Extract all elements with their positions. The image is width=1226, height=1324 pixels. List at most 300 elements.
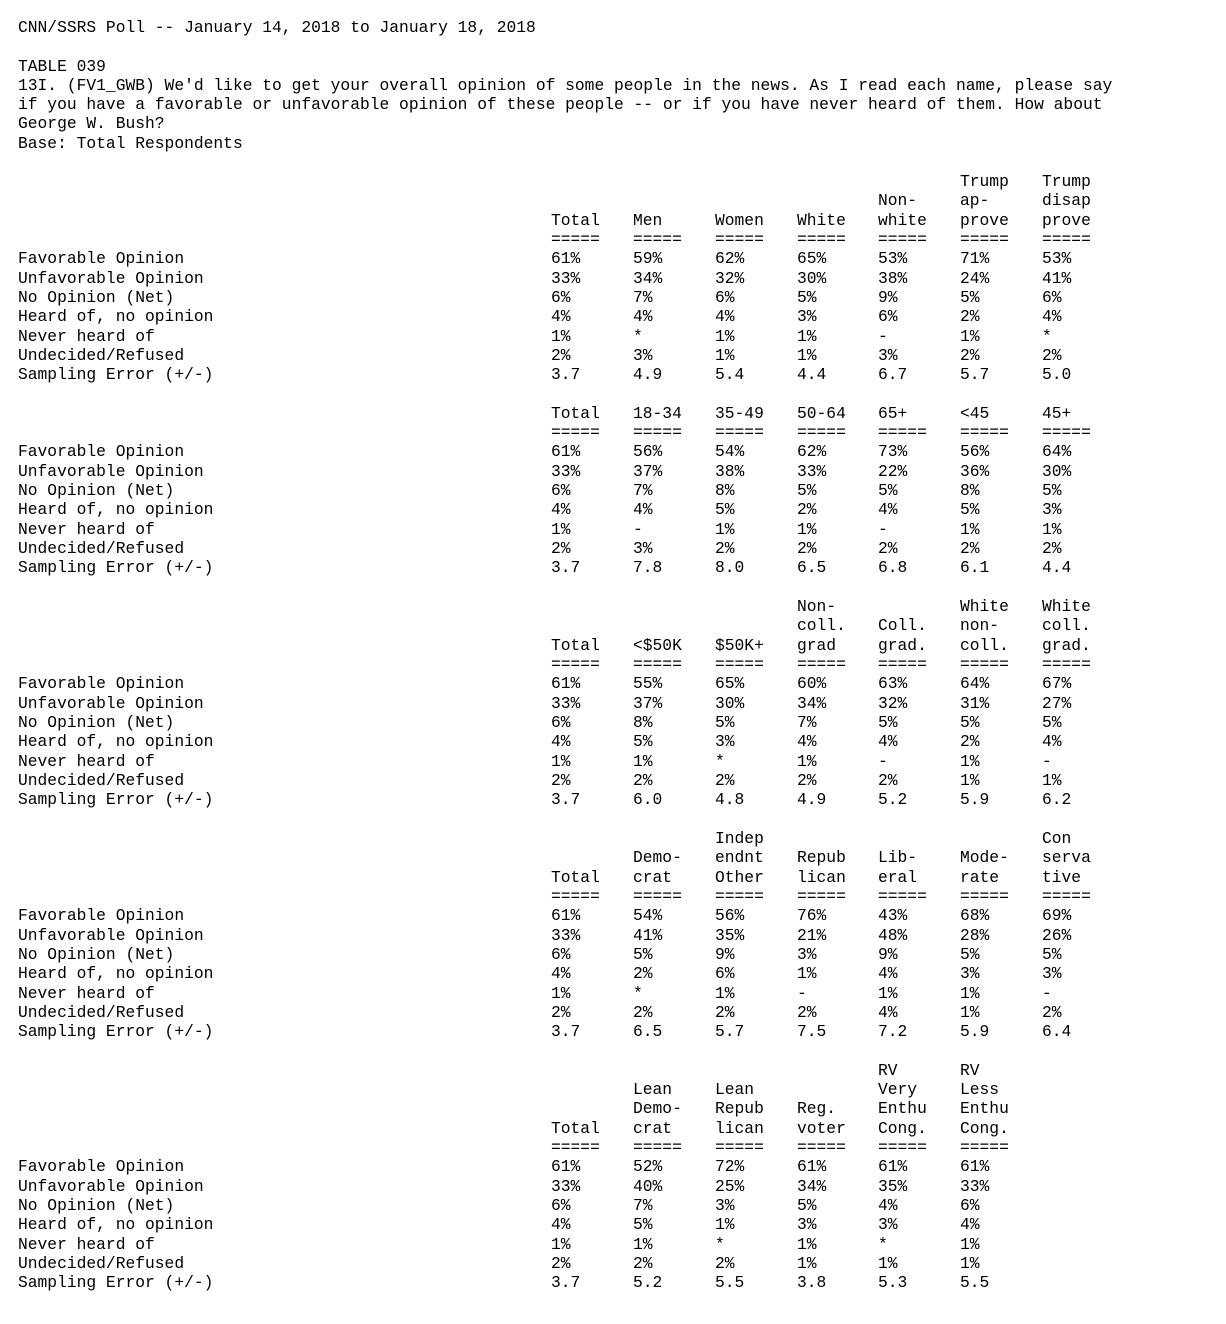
table-cell: 33% — [797, 461, 827, 481]
table-cell: 6.8 — [878, 558, 908, 578]
column-header: Total — [551, 635, 600, 655]
table-cell: 9% — [878, 944, 898, 964]
table-cell: 2% — [1042, 1002, 1062, 1022]
table-cell: 4.4 — [1042, 558, 1072, 578]
table-cell: 3% — [797, 307, 817, 327]
column-header: 50-64 — [797, 403, 846, 423]
table-cell: 6.5 — [633, 1022, 663, 1042]
table-cell: 24% — [960, 268, 990, 288]
column-underline: ===== — [878, 423, 927, 442]
table-cell: 33% — [551, 693, 581, 713]
table-cell: 64% — [1042, 442, 1072, 462]
table-cell: 32% — [878, 693, 908, 713]
table-cell: 37% — [633, 461, 663, 481]
table-cell: 5% — [960, 944, 980, 964]
table-cell: 73% — [878, 442, 908, 462]
table-cell: 56% — [960, 442, 990, 462]
row-label: Heard of, no opinion — [18, 500, 214, 520]
column-header: Lean — [633, 1080, 673, 1099]
column-header: coll. — [797, 616, 846, 636]
table-cell: 61% — [551, 442, 581, 462]
table-cell: 3% — [797, 1215, 817, 1235]
table-cell: 2% — [797, 538, 817, 558]
column-underline: ===== — [797, 887, 846, 906]
table-cell: 2% — [551, 345, 571, 365]
table-cell: 5.2 — [633, 1273, 663, 1293]
table-cell: 2% — [960, 345, 980, 365]
table-cell: 3% — [1042, 964, 1062, 984]
table-cell: 48% — [878, 925, 908, 945]
table-cell: 2% — [960, 307, 980, 327]
column-header: Mode- — [960, 848, 1009, 868]
column-underline: ===== — [633, 1138, 682, 1157]
table-cell: 54% — [633, 906, 663, 926]
table-cell: 1% — [960, 1234, 980, 1254]
table-cell: 4.4 — [797, 365, 827, 385]
column-header: crat — [633, 1118, 673, 1138]
table-cell: 5.5 — [715, 1273, 745, 1293]
table-cell: 3% — [633, 538, 653, 558]
table-cell: 1% — [797, 345, 817, 365]
table-cell: 65% — [797, 249, 827, 269]
table-cell: * — [715, 1234, 725, 1254]
column-underline: ===== — [878, 230, 927, 249]
table-cell: 4% — [960, 1215, 980, 1235]
table-cell: 27% — [1042, 693, 1072, 713]
column-underline: ===== — [715, 655, 764, 674]
table-cell: 5% — [960, 712, 980, 732]
row-label: Undecided/Refused — [18, 538, 185, 558]
column-underline: ===== — [960, 230, 1009, 249]
column-underline: ===== — [551, 230, 600, 249]
table-cell: 60% — [797, 674, 827, 694]
table-cell: 1% — [797, 1234, 817, 1254]
table-cell: 1% — [715, 519, 735, 539]
column-header: Total — [551, 403, 600, 423]
table-cell: 30% — [1042, 461, 1072, 481]
table-cell: 7% — [633, 287, 653, 307]
table-cell: 71% — [960, 249, 990, 269]
table-cell: 6.5 — [797, 558, 827, 578]
table-cell: 68% — [960, 906, 990, 926]
table-cell: 1% — [960, 751, 980, 771]
table-cell: 2% — [715, 1253, 735, 1273]
table-cell: - — [878, 326, 888, 346]
table-cell: 5% — [878, 712, 898, 732]
column-header: coll. — [960, 635, 1009, 655]
question-line: George W. Bush? — [18, 114, 165, 133]
table-cell: 32% — [715, 268, 745, 288]
table-cell: * — [715, 751, 725, 771]
table-cell: 6% — [551, 1195, 571, 1215]
column-header: Trump — [960, 172, 1009, 191]
question-line: 13I. (FV1_GWB) We'd like to get your overall opinion of some people in the news. As I read each name, please say — [18, 76, 1113, 95]
table-cell: 61% — [960, 1157, 990, 1177]
column-header: <45 — [960, 403, 990, 423]
column-header: 35-49 — [715, 403, 764, 423]
table-cell: 33% — [551, 461, 581, 481]
table-cell: 4% — [551, 307, 571, 327]
table-cell: 1% — [960, 770, 980, 790]
table-cell: 37% — [633, 693, 663, 713]
column-header: Men — [633, 210, 663, 230]
table-cell: 5.9 — [960, 1022, 990, 1042]
column-underline: ===== — [1042, 655, 1091, 674]
table-cell: 3% — [715, 1195, 735, 1215]
table-cell: 30% — [715, 693, 745, 713]
base-text: Base: Total Respondents — [18, 134, 243, 153]
table-cell: 5% — [878, 480, 898, 500]
column-header: Repub — [797, 848, 846, 868]
row-label: Sampling Error (+/-) — [18, 365, 214, 385]
table-cell: 1% — [797, 751, 817, 771]
row-label: Favorable Opinion — [18, 249, 185, 269]
table-cell: 5% — [715, 712, 735, 732]
table-cell: 1% — [1042, 519, 1062, 539]
table-cell: * — [633, 326, 643, 346]
row-label: Heard of, no opinion — [18, 1215, 214, 1235]
column-underline: ===== — [1042, 230, 1091, 249]
table-cell: 52% — [633, 1157, 663, 1177]
table-cell: 5.0 — [1042, 365, 1072, 385]
table-cell: 5.5 — [960, 1273, 990, 1293]
table-cell: 38% — [878, 268, 908, 288]
table-cell: 4% — [551, 500, 571, 520]
table-cell: 1% — [960, 1253, 980, 1273]
column-header: $50K+ — [715, 635, 764, 655]
table-cell: 4% — [1042, 307, 1062, 327]
table-cell: 6% — [960, 1195, 980, 1215]
table-cell: 9% — [715, 944, 735, 964]
column-underline: ===== — [878, 655, 927, 674]
table-cell: 4% — [1042, 732, 1062, 752]
column-underline: ===== — [960, 423, 1009, 442]
column-underline: ===== — [551, 887, 600, 906]
column-header: Women — [715, 210, 764, 230]
table-cell: 63% — [878, 674, 908, 694]
column-header: Total — [551, 867, 600, 887]
table-cell: 5.7 — [715, 1022, 745, 1042]
table-cell: 1% — [715, 345, 735, 365]
table-cell: 4% — [878, 1195, 898, 1215]
table-cell: 1% — [551, 326, 571, 346]
column-header: Non- — [797, 597, 837, 616]
table-cell: 1% — [960, 519, 980, 539]
table-cell: 5% — [633, 1215, 653, 1235]
table-cell: 5.2 — [878, 790, 908, 810]
table-cell: 3.7 — [551, 1273, 581, 1293]
table-cell: 4% — [551, 1215, 571, 1235]
table-cell: 1% — [551, 1234, 571, 1254]
column-underline: ===== — [715, 230, 764, 249]
table-cell: 1% — [551, 983, 571, 1003]
table-cell: 1% — [878, 1253, 898, 1273]
table-cell: 4.9 — [797, 790, 827, 810]
row-label: Undecided/Refused — [18, 1253, 185, 1273]
table-cell: 4.8 — [715, 790, 745, 810]
table-cell: 2% — [878, 770, 898, 790]
table-cell: 53% — [1042, 249, 1072, 269]
table-cell: 28% — [960, 925, 990, 945]
table-cell: 3% — [878, 345, 898, 365]
column-header: Total — [551, 210, 600, 230]
table-cell: 6.4 — [1042, 1022, 1072, 1042]
table-cell: 8% — [960, 480, 980, 500]
table-cell: 67% — [1042, 674, 1072, 694]
table-cell: 2% — [551, 1002, 571, 1022]
table-cell: 34% — [797, 1176, 827, 1196]
row-label: No Opinion (Net) — [18, 944, 175, 964]
table-cell: 2% — [960, 538, 980, 558]
column-underline: ===== — [797, 1138, 846, 1157]
table-cell: 2% — [551, 538, 571, 558]
table-cell: 1% — [797, 326, 817, 346]
table-cell: 1% — [797, 964, 817, 984]
table-cell: 8.0 — [715, 558, 745, 578]
table-cell: 5.7 — [960, 365, 990, 385]
row-label: Never heard of — [18, 983, 155, 1003]
table-cell: * — [633, 983, 643, 1003]
table-cell: 41% — [633, 925, 663, 945]
row-label: Favorable Opinion — [18, 906, 185, 926]
table-cell: 2% — [551, 770, 571, 790]
column-underline: ===== — [633, 230, 682, 249]
table-cell: 5% — [1042, 480, 1062, 500]
table-cell: 21% — [797, 925, 827, 945]
column-header: Less — [960, 1080, 1000, 1099]
row-label: Never heard of — [18, 326, 155, 346]
table-cell: - — [878, 519, 888, 539]
column-header: <$50K — [633, 635, 682, 655]
table-cell: 3% — [1042, 500, 1062, 520]
table-cell: * — [878, 1234, 888, 1254]
table-cell: 1% — [878, 983, 898, 1003]
row-label: Sampling Error (+/-) — [18, 558, 214, 578]
table-cell: 4% — [797, 732, 817, 752]
table-cell: 4% — [551, 732, 571, 752]
table-cell: 55% — [633, 674, 663, 694]
column-header: Indep — [715, 829, 764, 848]
table-cell: 30% — [797, 268, 827, 288]
row-label: Unfavorable Opinion — [18, 693, 204, 713]
table-cell: 6% — [551, 287, 571, 307]
table-cell: 35% — [878, 1176, 908, 1196]
table-cell: 3.7 — [551, 1022, 581, 1042]
table-cell: 54% — [715, 442, 745, 462]
table-cell: 2% — [633, 1253, 653, 1273]
row-label: No Opinion (Net) — [18, 287, 175, 307]
row-label: Unfavorable Opinion — [18, 461, 204, 481]
column-header: Enthu — [878, 1099, 927, 1119]
table-cell: * — [1042, 326, 1052, 346]
row-label: Heard of, no opinion — [18, 732, 214, 752]
table-cell: 8% — [715, 480, 735, 500]
table-cell: 22% — [878, 461, 908, 481]
column-underline: ===== — [551, 423, 600, 442]
question-line: if you have a favorable or unfavorable opinion of these people -- or if you have never heard of them. How about — [18, 95, 1103, 114]
column-underline: ===== — [551, 655, 600, 674]
table-cell: 9% — [878, 287, 898, 307]
table-cell: 4% — [878, 500, 898, 520]
table-cell: 6.2 — [1042, 790, 1072, 810]
table-cell: 1% — [960, 326, 980, 346]
column-header: prove — [960, 210, 1009, 230]
table-cell: 6% — [1042, 287, 1062, 307]
column-header: voter — [797, 1118, 846, 1138]
table-cell: 34% — [797, 693, 827, 713]
table-cell: 1% — [715, 1215, 735, 1235]
table-cell: 2% — [797, 1002, 817, 1022]
table-cell: - — [1042, 983, 1052, 1003]
column-header: grad — [797, 635, 837, 655]
table-cell: 6.1 — [960, 558, 990, 578]
table-cell: 6% — [715, 287, 735, 307]
table-cell: 4% — [633, 307, 653, 327]
row-label: Undecided/Refused — [18, 770, 185, 790]
column-header: White — [1042, 597, 1091, 616]
column-header: Demo- — [633, 1099, 682, 1119]
row-label: Unfavorable Opinion — [18, 925, 204, 945]
row-label: Unfavorable Opinion — [18, 268, 204, 288]
table-cell: 56% — [633, 442, 663, 462]
column-header: prove — [1042, 210, 1091, 230]
table-cell: 5% — [797, 1195, 817, 1215]
table-cell: 2% — [633, 964, 653, 984]
row-label: No Opinion (Net) — [18, 480, 175, 500]
column-underline: ===== — [1042, 887, 1091, 906]
column-header: 65+ — [878, 403, 908, 423]
table-cell: 33% — [551, 268, 581, 288]
column-underline: ===== — [633, 423, 682, 442]
column-header: Con — [1042, 829, 1072, 848]
table-cell: 1% — [551, 519, 571, 539]
table-cell: 3% — [797, 944, 817, 964]
column-header: non- — [960, 616, 1000, 636]
table-cell: - — [797, 983, 807, 1003]
column-header: crat — [633, 867, 673, 887]
table-cell: 3% — [633, 345, 653, 365]
row-label: Favorable Opinion — [18, 674, 185, 694]
column-header: Cong. — [960, 1118, 1009, 1138]
table-cell: 26% — [1042, 925, 1072, 945]
column-header: Demo- — [633, 848, 682, 868]
column-underline: ===== — [797, 655, 846, 674]
row-label: Favorable Opinion — [18, 442, 185, 462]
table-cell: 2% — [633, 1002, 653, 1022]
table-cell: 5% — [960, 500, 980, 520]
column-header: Total — [551, 1118, 600, 1138]
table-cell: 2% — [1042, 538, 1062, 558]
column-underline: ===== — [633, 655, 682, 674]
table-cell: 2% — [797, 770, 817, 790]
column-header: white — [878, 210, 927, 230]
table-cell: 4% — [633, 500, 653, 520]
table-cell: 53% — [878, 249, 908, 269]
table-cell: - — [633, 519, 643, 539]
table-cell: 1% — [797, 1253, 817, 1273]
table-cell: 1% — [960, 1002, 980, 1022]
table-cell: 1% — [715, 326, 735, 346]
row-label: Heard of, no opinion — [18, 964, 214, 984]
row-label: Unfavorable Opinion — [18, 1176, 204, 1196]
column-header: White — [797, 210, 846, 230]
table-cell: 3.8 — [797, 1273, 827, 1293]
column-header: lican — [715, 1118, 764, 1138]
table-cell: 69% — [1042, 906, 1072, 926]
table-cell: 5.4 — [715, 365, 745, 385]
table-cell: 72% — [715, 1157, 745, 1177]
column-header: Very — [878, 1080, 918, 1099]
table-cell: 7% — [633, 1195, 653, 1215]
table-cell: 34% — [633, 268, 663, 288]
table-cell: 61% — [551, 906, 581, 926]
table-cell: 2% — [960, 732, 980, 752]
row-label: Sampling Error (+/-) — [18, 1022, 214, 1042]
table-cell: 1% — [1042, 770, 1062, 790]
table-cell: 4% — [878, 1002, 898, 1022]
table-cell: 64% — [960, 674, 990, 694]
table-cell: 1% — [715, 983, 735, 1003]
table-cell: 6% — [551, 944, 571, 964]
table-cell: 5% — [797, 287, 817, 307]
column-header: disap — [1042, 191, 1091, 211]
table-cell: 61% — [797, 1157, 827, 1177]
column-header: RV — [960, 1060, 980, 1080]
table-cell: 7.5 — [797, 1022, 827, 1042]
table-cell: 6.0 — [633, 790, 663, 810]
column-header: Enthu — [960, 1099, 1009, 1119]
table-cell: 4.9 — [633, 365, 663, 385]
column-header: White — [960, 597, 1009, 616]
table-cell: 3.7 — [551, 558, 581, 578]
table-cell: 4% — [551, 964, 571, 984]
column-header: lican — [797, 867, 846, 887]
table-cell: 2% — [715, 1002, 735, 1022]
table-cell: 38% — [715, 461, 745, 481]
column-header: endnt — [715, 848, 764, 868]
table-cell: 7% — [633, 480, 653, 500]
table-cell: 1% — [960, 983, 980, 1003]
column-header: Cong. — [878, 1118, 927, 1138]
table-cell: 61% — [551, 674, 581, 694]
table-cell: 1% — [633, 751, 653, 771]
table-cell: 6.7 — [878, 365, 908, 385]
table-cell: - — [878, 751, 888, 771]
row-label: Undecided/Refused — [18, 345, 185, 365]
table-cell: 43% — [878, 906, 908, 926]
table-cell: 4% — [715, 307, 735, 327]
table-cell: 76% — [797, 906, 827, 926]
table-cell: 41% — [1042, 268, 1072, 288]
table-cell: 1% — [551, 751, 571, 771]
table-cell: 5% — [633, 732, 653, 752]
column-header: RV — [878, 1060, 898, 1080]
table-id: TABLE 039 — [18, 57, 106, 76]
table-cell: 62% — [797, 442, 827, 462]
row-label: Never heard of — [18, 751, 155, 771]
poll-title: CNN/SSRS Poll -- January 14, 2018 to January 18, 2018 — [18, 18, 536, 37]
column-header: Reg. — [797, 1099, 837, 1119]
table-cell: 33% — [551, 1176, 581, 1196]
row-label: Sampling Error (+/-) — [18, 790, 214, 810]
column-underline: ===== — [715, 887, 764, 906]
column-header: grad. — [1042, 635, 1091, 655]
table-cell: 59% — [633, 249, 663, 269]
table-cell: 2% — [797, 500, 817, 520]
table-cell: 4% — [878, 964, 898, 984]
table-cell: 2% — [878, 538, 898, 558]
table-cell: 31% — [960, 693, 990, 713]
